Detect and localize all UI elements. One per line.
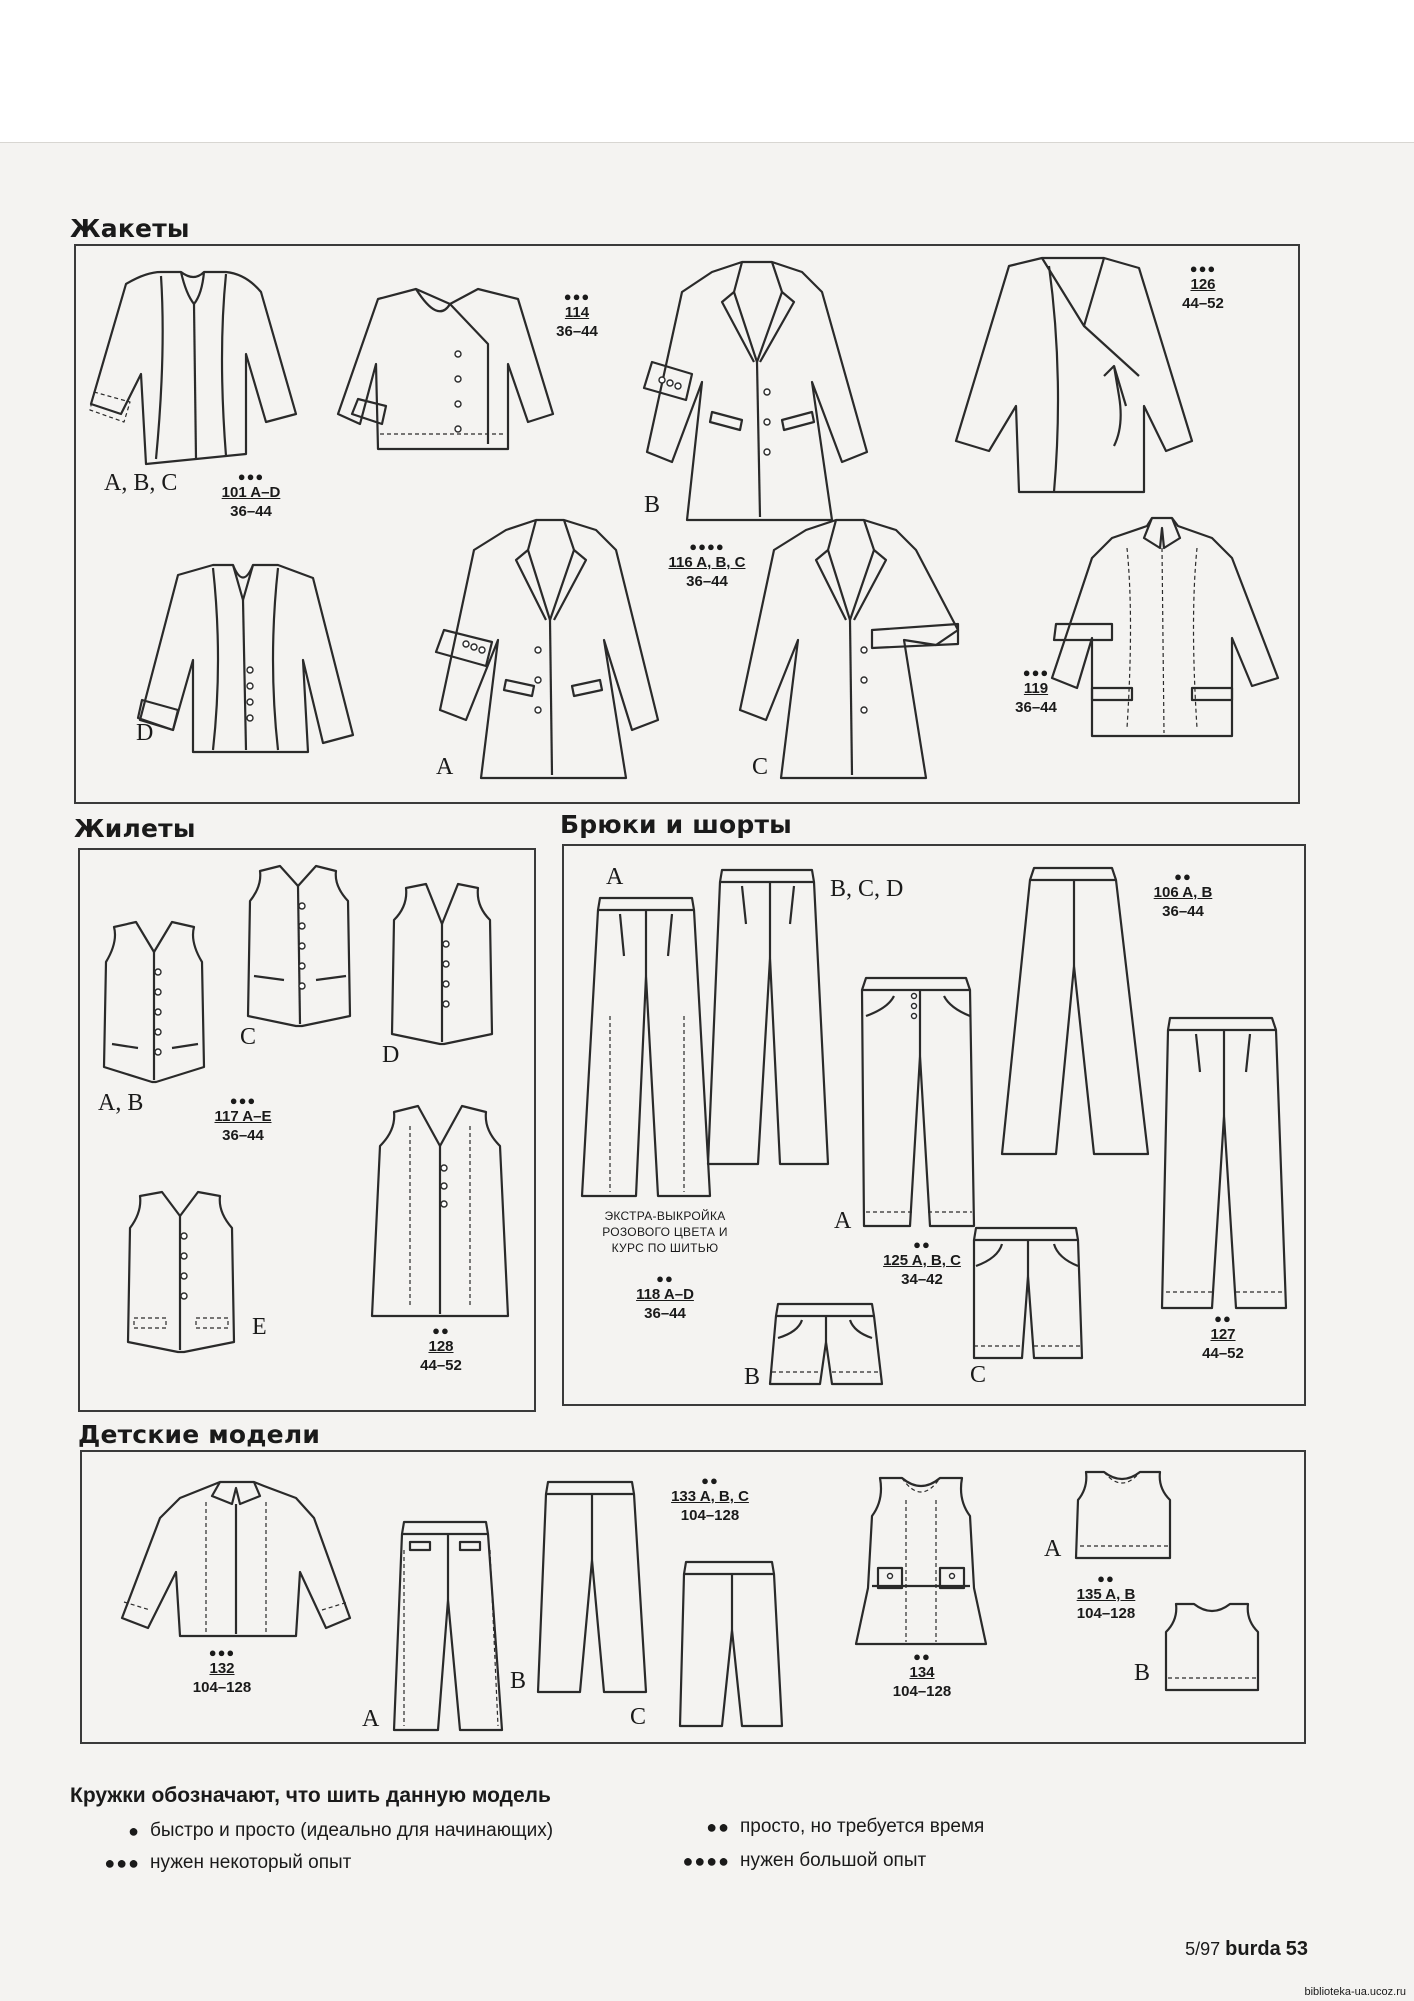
size-range: 104–128 [192,1679,252,1696]
letter-a: A [436,754,454,780]
model-number: 118 A–D [636,1286,694,1303]
jacket-114-drawing [338,284,558,454]
letter-e: E [252,1314,267,1340]
letter-c: C [240,1024,257,1050]
source-site: biblioteka-ua.ucoz.ru [1304,1986,1406,1998]
size-range: 104–128 [892,1683,952,1700]
letter-b: B [1134,1660,1151,1686]
model-number: 125 A, B, C [883,1252,961,1269]
model-number: 126 [1190,276,1216,293]
model-number: 134 [909,1664,935,1681]
difficulty-dots: ●● [432,1323,450,1338]
letter-bcd: B, C, D [830,876,904,902]
vest-117-d-drawing [386,884,498,1044]
model-number: 106 A, B [1153,884,1213,901]
difficulty-dots: ● [128,1820,140,1841]
letter-b: B [644,492,661,518]
kids-trousers-133-b-drawing [534,1480,650,1696]
letter-b: B [510,1668,527,1694]
label-model-134 [876,1650,968,1701]
label-model-127 [1182,1312,1264,1363]
trousers-118-a-drawing [580,896,714,1200]
difficulty-dots: ●● [1174,869,1192,884]
kids-dress-134-drawing [854,1476,988,1648]
label-model-135 [1060,1572,1152,1623]
label-model-119 [1004,666,1068,717]
model-number: 133 A, B, C [671,1488,749,1505]
difficulty-dots: ●●● [208,1645,236,1660]
size-range: 44–52 [1182,295,1224,312]
jacket-101-abc-drawing [86,264,306,464]
difficulty-dots: ●● [913,1649,931,1664]
letter-abc: A, B, C [104,470,178,496]
model-number: 114 [564,304,590,321]
coat-116-a-drawing [436,520,662,782]
size-range: 36–44 [1015,699,1057,716]
kids-pants-133-c-drawing [676,1560,786,1728]
letter-c: C [752,754,769,780]
size-range: 34–42 [901,1271,943,1288]
size-range: 36–44 [222,1127,264,1144]
vest-117-ab-drawing [94,922,214,1084]
difficulty-dots: ●● [913,1237,931,1252]
size-range: 36–44 [644,1305,686,1322]
model-number: 101 A–D [221,484,281,501]
difficulty-dots: ●● [1214,1311,1232,1326]
coat-116-b-drawing [642,262,872,524]
size-range: 36–44 [686,573,728,590]
letter-c: C [630,1704,647,1730]
model-number: 127 [1210,1326,1236,1343]
legend-text: нужен некоторый опыт [150,1852,352,1873]
letter-b: B [744,1364,761,1390]
legend-item-2 [674,1816,984,1838]
legend-text: нужен большой опыт [740,1850,927,1871]
label-model-114 [534,290,620,341]
label-model-128 [400,1324,482,1375]
model-number: 128 [428,1338,454,1355]
difficulty-dots: ●● [706,1816,730,1837]
letter-a: A [362,1706,380,1732]
section-title-kids: Детские модели [78,1420,321,1449]
letter-d: D [382,1042,400,1068]
difficulty-dots: ●●● [237,469,265,484]
issue-number: 5/97 [1185,1939,1221,1959]
model-number: 116 A, B, C [668,554,746,571]
legend-item-3 [84,1852,351,1874]
size-range: 44–52 [420,1357,462,1374]
difficulty-dots: ●●● [563,289,591,304]
label-model-125 [870,1238,974,1289]
vest-128-drawing [370,1106,510,1320]
label-model-133 [660,1474,760,1525]
label-model-118 [620,1272,710,1323]
legend-text: просто, но требуется время [740,1816,985,1837]
label-model-126 [1160,262,1246,313]
label-model-101 [206,470,296,521]
vest-117-c-drawing [240,866,358,1026]
legend-item-1 [84,1820,553,1842]
model-number: 135 A, B [1076,1586,1136,1603]
model-number: 132 [209,1660,235,1677]
legend-item-4 [674,1850,926,1872]
jacket-101-d-drawing [138,560,358,756]
size-range: 104–128 [1076,1605,1136,1622]
label-model-106 [1142,870,1224,921]
difficulty-dots: ●●●● [682,1850,730,1871]
trousers-106-ab-drawing [1000,866,1150,1156]
label-model-117 [200,1094,286,1145]
size-range: 44–52 [1202,1345,1244,1362]
model-number: 119 [1023,680,1049,697]
section-title-trousers: Брюки и шорты [560,810,792,839]
vest-117-e-drawing [122,1192,242,1354]
extra-pattern-note: ЭКСТРА-ВЫКРОЙКА РОЗОВОГО ЦВЕТА И КУРС ПО ШИТЬЮ [602,1209,728,1255]
shorts-125-c-drawing [970,1226,1086,1360]
page-number: 53 [1285,1938,1308,1960]
size-range: 104–128 [680,1507,740,1524]
letter-a: A [1044,1536,1062,1562]
label-model-132 [176,1646,268,1697]
brand-logo: burda [1225,1938,1281,1960]
legend-title: Кружки обозначают, что шить данную модель [70,1784,551,1807]
trousers-127-drawing [1160,1016,1290,1312]
letter-d: D [136,720,154,746]
wrap-jacket-126-drawing [954,256,1194,496]
kids-top-135-a-drawing [1074,1470,1174,1562]
difficulty-dots: ●●● [229,1093,257,1108]
jacket-119-drawing [1052,518,1282,738]
shorts-118-b-drawing [768,1302,884,1386]
difficulty-dots: ●●● [1022,665,1050,680]
difficulty-dots: ●●●● [689,539,725,554]
size-range: 36–44 [230,503,272,520]
difficulty-dots: ●● [1097,1571,1115,1586]
difficulty-dots: ●● [656,1271,674,1286]
size-range: 36–44 [556,323,598,340]
kids-top-135-b-drawing [1162,1602,1262,1694]
coat-116-c-drawing [736,520,962,782]
trousers-118-bcd-drawing [706,868,830,1168]
letter-a: A [834,1208,852,1234]
section-title-jackets: Жакеты [70,214,190,243]
difficulty-dots: ●●● [104,1852,140,1873]
trousers-125-a-drawing [858,976,978,1230]
letter-a: A [606,864,624,890]
letter-c: C [970,1362,987,1388]
kids-trousers-133-a-drawing [390,1520,506,1734]
difficulty-dots: ●● [701,1473,719,1488]
size-range: 36–44 [1162,903,1204,920]
model-number: 117 A–E [214,1108,272,1125]
letter-ab: A, B [98,1090,144,1116]
page-footer [1185,1938,1308,1961]
kids-jacket-132-drawing [120,1482,352,1638]
section-title-vests: Жилеты [74,814,196,843]
difficulty-dots: ●●● [1189,261,1217,276]
legend-text: быстро и просто (идеально для начинающих) [150,1820,554,1841]
